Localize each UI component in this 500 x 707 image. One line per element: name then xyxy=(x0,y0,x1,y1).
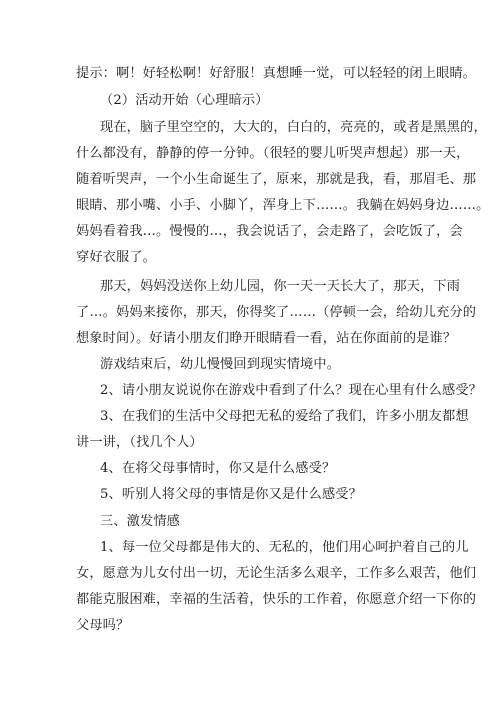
paragraph-line: 眼睛、那小嘴、小手、小脚丫，浑身上下……。我躺在妈妈身边……。 xyxy=(76,198,490,213)
section-heading-activity: （2）活动开始（心理暗示） xyxy=(100,93,269,108)
paragraph-line: 女，愿意为儿女付出一切，无论生活多么艰辛，工作多么艰苦，他们 xyxy=(76,566,477,581)
paragraph-line: 想象时间）。好请小朋友们睁开眼睛看一看，站在你面前的是谁？ xyxy=(76,331,457,346)
paragraph-line: 讲一讲，（找几个人） xyxy=(76,435,203,450)
paragraph-line: 那天，妈妈没送你上幼儿园，你一天一天长大了，那天，下雨 xyxy=(100,279,461,294)
question-item-5: 5、听别人将父母的事情是你又是什么感受？ xyxy=(100,487,362,502)
paragraph-line: 现在，脑子里空空的，大大的，白白的，亮亮的，或者是黑黑的， xyxy=(100,120,487,135)
question-item-1: 1、每一位父母都是伟大的、无私的，他们用心呵护着自己的儿 xyxy=(100,540,469,555)
paragraph-line: 穿好衣服了。 xyxy=(76,250,157,265)
paragraph-line: 妈妈看着我…。慢慢的…，我会说话了，会走路了，会吃饭了，会 xyxy=(76,224,463,239)
paragraph-line: 父母吗？ xyxy=(76,618,130,633)
paragraph-line: 游戏结束后，幼儿慢慢回到现实情境中。 xyxy=(100,357,341,372)
question-item-3: 3、在我们的生活中父母把无私的爱给了我们，许多小朋友都想 xyxy=(100,409,469,424)
section-heading-emotion: 三、激发情感 xyxy=(100,514,181,529)
paragraph-line: 了…。妈妈来接你，那天，你得奖了……（停顿一会，给幼儿充分的 xyxy=(76,305,477,320)
paragraph-line: 什么都没有，静静的停一分钟。（很轻的婴儿听哭声想起）那一天， xyxy=(76,146,470,161)
paragraph-line: 随着听哭声，一个小生命诞生了，原来，那就是我，看，那眉毛、那 xyxy=(76,172,477,187)
paragraph-line: 都能克服困难，幸福的生活着，快乐的工作着，你愿意介绍一下你的 xyxy=(76,592,477,607)
question-item-4: 4、在将父母事情时，你又是什么感受？ xyxy=(100,461,336,476)
question-item-2: 2、请小朋友说说你在游戏中看到了什么？现在心里有什么感受？ xyxy=(100,383,482,398)
hint-line: 提示：啊！好轻松啊！好舒服！真想睡一觉，可以轻轻的闭上眼睛。 xyxy=(76,66,477,81)
